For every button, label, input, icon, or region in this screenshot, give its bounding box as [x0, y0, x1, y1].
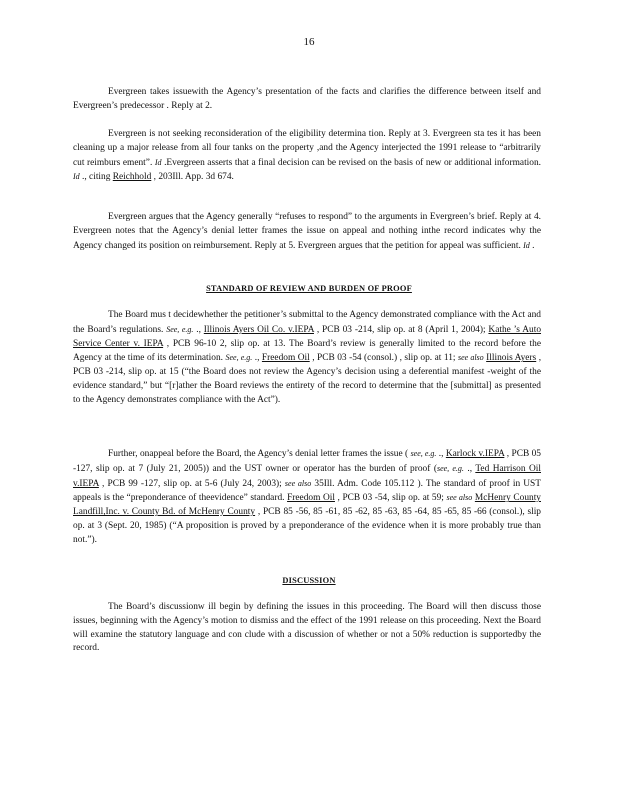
page-number: 16	[303, 36, 315, 48]
p4-text-d: , PCB 96-10 2, slip op. at 13. The Board’s review is generally limited to the record before the Agency at the time of its determination.	[73, 338, 542, 364]
paragraph-3	[73, 211, 541, 253]
p4-see-also: see also	[457, 353, 484, 363]
p4-text-a: The Board mus t decidewhether the petitioner’s submittal to the Agency demonstrated compliance with the Act and the Board’s regulations.	[73, 310, 541, 335]
p2-id-2: Id	[73, 172, 80, 182]
p3-id: Id	[523, 240, 530, 250]
p5-see-eg-2: see, e.g.	[436, 463, 464, 473]
paragraph-1	[73, 86, 541, 114]
heading-discussion-text: DISCUSSION	[282, 576, 336, 585]
p4-case-illinois-ayers-2: Illinois Ayers	[486, 353, 537, 364]
p4-text-e: .,	[252, 353, 262, 364]
p2-text-c: ., citing	[79, 172, 113, 183]
p5-text-b: .,	[436, 449, 446, 459]
p5-text-e: , PCB 99 -127, slip op. at 5-6 (July 24, 2003);	[98, 478, 285, 489]
p4-text-c: , PCB 03 -214, slip op. at 8 (April 1, 2004);	[313, 324, 489, 335]
p5-text-c: , PCB 05 -127, slip op. at 7 (July 21, 2005)) and the UST owner or operator has the burden of proof (	[73, 449, 541, 474]
paragraph-4	[73, 309, 541, 408]
p5-see-also-2: see also	[446, 493, 473, 503]
p4-case-illinois-ayers: Illinois Ayers Oil Co. v.IEPA	[203, 324, 314, 335]
p4-text-b: .,	[193, 324, 204, 335]
p4-see-eg-1: See, e.g.	[166, 324, 194, 334]
p5-text-d: .,	[463, 463, 476, 474]
p2-text-d: , 203Ill. App. 3d 674.	[151, 172, 234, 183]
section-heading-standard	[0, 284, 618, 293]
p5-text-g: , PCB 03 -54, slip op. at 59;	[334, 493, 447, 504]
paragraph-6	[73, 601, 541, 656]
p3-text-b: .	[529, 240, 535, 251]
p6-text: The Board’s discussionw ill begin by defining the issues in this proceeding. The Board will then discuss those issues, beginning with the Agency’s motion to dismiss and the effect of the 1991 release on this proceeding. Next the Board will examine the statutory language and con clude with a discussion of whether or not a 50% reduction is supportedby the record.	[73, 602, 541, 654]
p3-text-a: Evergreen argues that the Agency generally “refuses to respond” to the arguments in Evergreen’s brief. Reply at 4. Evergreen notes that the Agency’s denial letter frames the issue on appeal and nothing inthe record indicates why the Agency changed its position on reimbursement. Reply at 5. Evergreen argues that the petition for appeal was sufficient.	[73, 212, 541, 251]
p2-text-b: .Evergreen asserts that a final decision can be revised on the basis of new or additional information.	[161, 157, 541, 168]
p5-see-also-1: see also	[284, 478, 312, 488]
p2-text-a: Evergreen is not seeking reconsideration of the eligibility determina tion. Reply at 3. Evergreen sta tes it has been cleaning up a major release from all four tanks on the property ,and the Agency interjected the 1991 release to “arbitrarily cut reimburs ement”.	[73, 129, 541, 168]
p4-case-kathes: Kathe ’s Auto Service Center v. IEPA	[73, 324, 542, 349]
p5-case-mchenry: McHenry County Landfill,Inc. v. County Bd. of McHenry County	[73, 493, 541, 518]
p4-case-freedom-oil: Freedom Oil	[261, 353, 310, 364]
p2-id-1: Id	[154, 157, 162, 167]
p4-text-h: , PCB 03 -214, slip op. at 15 (“the Board does not review the Agency’s decision using a deferential manifest -weight of the evidence standard,” but “[r]ather the Board reviews the entirety of the record to determine that the [submittal] as presented to the Agency demonstrates compliance with the Act”).	[73, 353, 542, 405]
p4-see-eg-2: See, e.g.	[225, 353, 253, 363]
p5-case-freedom-oil: Freedom Oil	[287, 493, 335, 504]
p5-text-f: 35Ill. Adm. Code 105.112 ). The standard of proof in UST appeals is the “preponderance of theevidence” standard.	[73, 478, 541, 504]
paragraph-2	[73, 128, 541, 185]
p2-case-reichhold: Reichhold	[112, 172, 152, 183]
section-heading-discussion	[0, 576, 618, 585]
p5-text-a: Further, onappeal before the Board, the Agency’s denial letter frames the issue (	[108, 449, 411, 459]
heading-standard-text: STANDARD OF REVIEW AND BURDEN OF PROOF	[206, 284, 412, 293]
p5-case-ted-harrison: Ted Harrison Oil v.IEPA	[73, 463, 541, 489]
p1-text: Evergreen takes issuewith the Agency’s presentation of the facts and clarifies the difference between itself and Evergreen’s predecessor . Reply at 2.	[73, 87, 541, 111]
p4-text-f: , PCB 03 -54 (consol.) , slip op. at 11;	[309, 353, 458, 364]
p5-see-eg-1: see, e.g.	[410, 449, 437, 458]
paragraph-5	[73, 447, 541, 548]
p5-case-karlock: Karlock v.IEPA	[445, 449, 505, 459]
p5-text-i: , PCB 85 -56, 85 -61, 85 -62, 85 -63, 85 -64, 85 -65, 85 -66 (consol.), slip op. at 3 (Sept. 20, 1985) (“A proposition is proved by a preponderance of the evidence when it is more probably true than not.”).	[73, 507, 541, 545]
